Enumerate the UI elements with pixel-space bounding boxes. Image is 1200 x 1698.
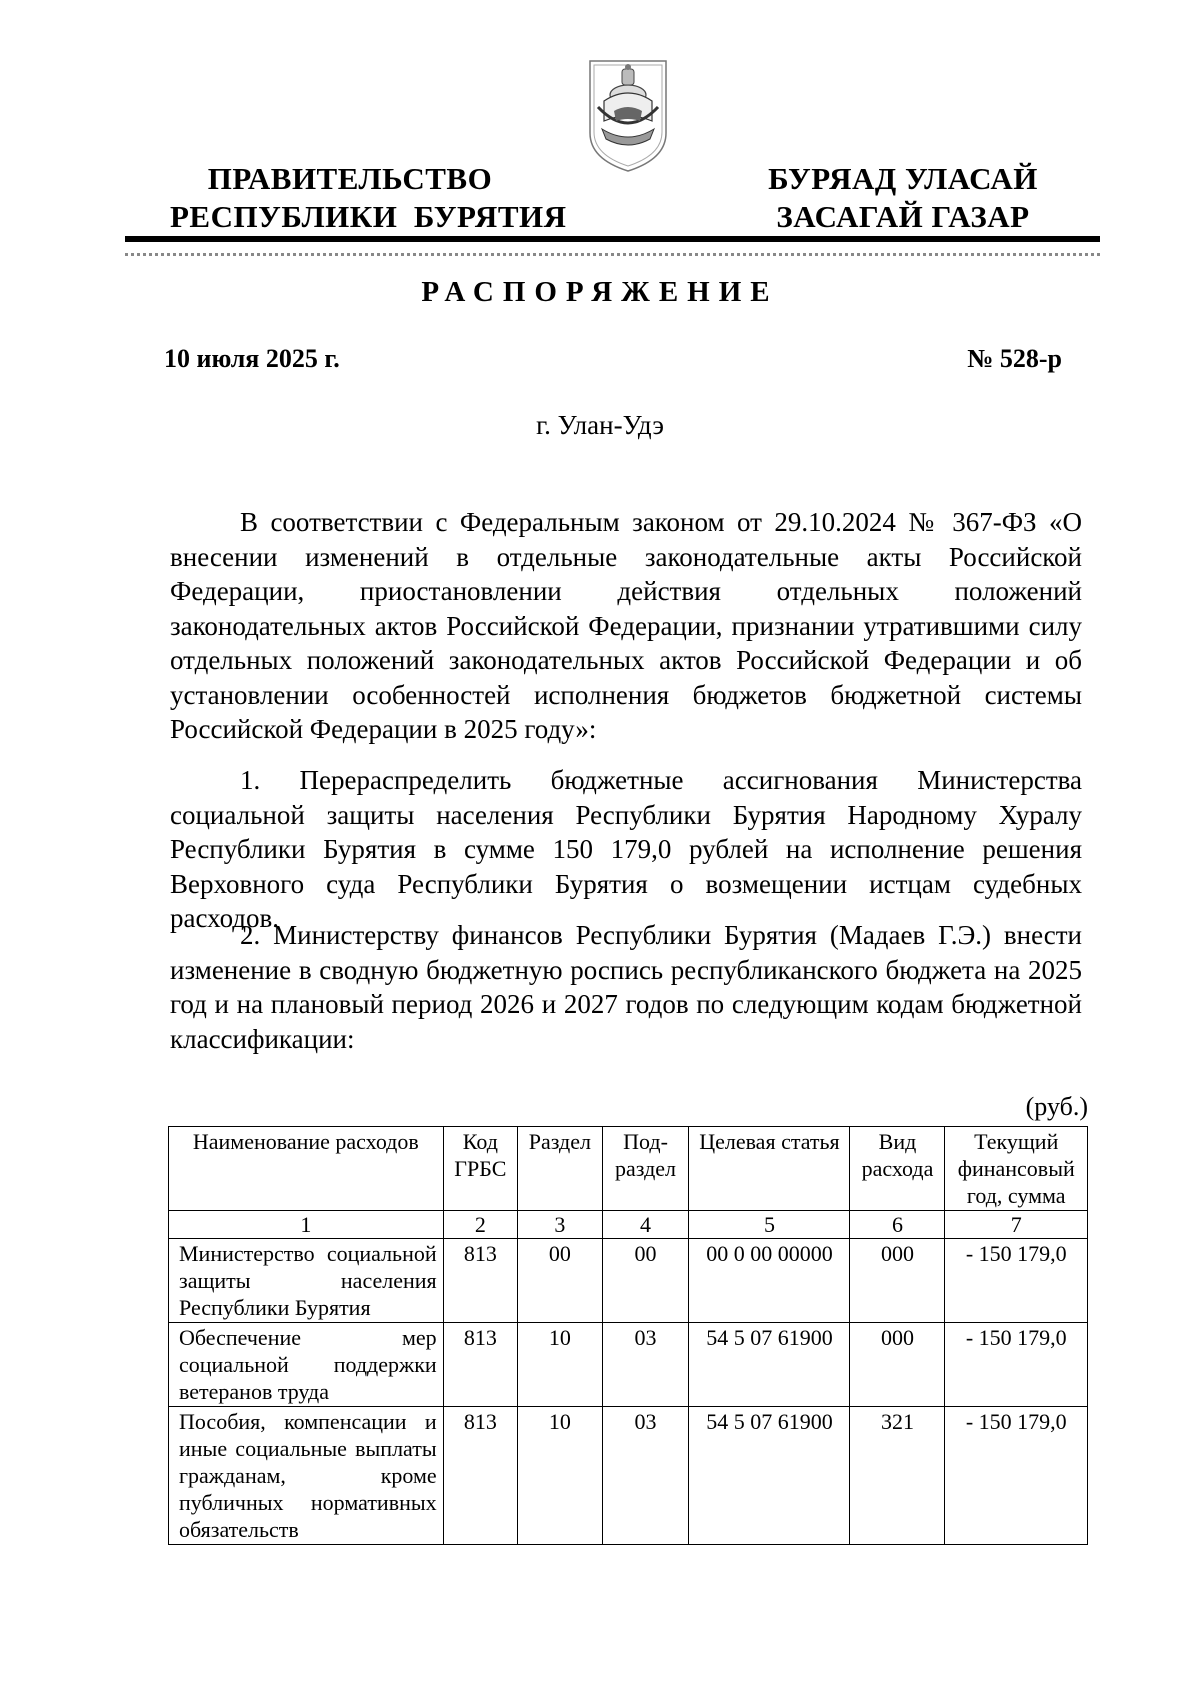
column-number: 3 <box>518 1211 603 1239</box>
row-name: Обеспечение мер социальной поддержки ветеранов труда <box>169 1323 444 1407</box>
issuer-name-buryat <box>748 160 1058 236</box>
header-target: Целевая статья <box>689 1127 850 1211</box>
header-name: Наименование расходов <box>169 1127 444 1211</box>
row-section: 00 <box>518 1239 603 1323</box>
row-expense-type: 000 <box>850 1323 945 1407</box>
document-title: РАСПОРЯЖЕНИЕ <box>421 276 779 308</box>
table-header-row <box>169 1127 1088 1211</box>
row-target: 54 5 07 61900 <box>689 1323 850 1407</box>
issuer-buryat-line-1: БУРЯАД УЛАСАЙ <box>768 161 1038 196</box>
table-row <box>169 1323 1088 1407</box>
row-grbs: 813 <box>443 1239 517 1323</box>
row-amount: - 150 179,0 <box>945 1407 1088 1545</box>
issuer-line-1: ПРАВИТЕЛЬСТВО <box>207 161 493 196</box>
issuer-buryat-line-2: ЗАСАГАЙ ГАЗАР <box>776 199 1030 234</box>
row-target: 00 0 00 00000 <box>689 1239 850 1323</box>
column-number: 1 <box>169 1211 444 1239</box>
column-number: 2 <box>443 1211 517 1239</box>
row-section: 10 <box>518 1323 603 1407</box>
header-expense-type: Вид расхода <box>850 1127 945 1211</box>
row-grbs: 813 <box>443 1323 517 1407</box>
row-grbs: 813 <box>443 1407 517 1545</box>
header-section: Раздел <box>518 1127 603 1211</box>
row-subsection: 00 <box>602 1239 689 1323</box>
header-divider-thick <box>125 236 1100 242</box>
issuer-line-2: РЕСПУБЛИКИ БУРЯТИЯ <box>170 199 567 234</box>
document-number: № 528-р <box>967 344 1062 373</box>
header-subsection: Под- раздел <box>602 1127 689 1211</box>
document-city: г. Улан-Удэ <box>536 410 664 440</box>
table-row <box>169 1407 1088 1545</box>
table-row <box>169 1239 1088 1323</box>
row-section: 10 <box>518 1407 603 1545</box>
coat-of-arms-emblem <box>586 55 670 175</box>
item-2-paragraph: 2. Министерству финансов Республики Бурятия (Мадаев Г.Э.) внести изменение в сводную бюджетную роспись республиканского бюджета на 2025 год и на плановый период 2026 и 2027 годов по следующим кодам бюджетной классификации: <box>170 920 1082 1054</box>
column-number: 6 <box>850 1211 945 1239</box>
row-subsection: 03 <box>602 1323 689 1407</box>
preamble-paragraph: В соответствии с Федеральным законом от 29.10.2024 № 367-ФЗ «О внесении изменений в отдельные законодательные акты Российской Федерации, приостановлении действия отдельных положений законодательных актов Российской Федерации, признании утратившими силу отдельных положений законодательных актов Российской Федерации и об установлении особенностей исполнения бюджетов бюджетной системы Российской Федерации в 2025 году»: <box>170 507 1082 744</box>
budget-classification-table <box>168 1126 1088 1545</box>
column-number: 7 <box>945 1211 1088 1239</box>
row-subsection: 03 <box>602 1407 689 1545</box>
row-target: 54 5 07 61900 <box>689 1407 850 1545</box>
row-expense-type: 321 <box>850 1407 945 1545</box>
column-number-row <box>169 1211 1088 1239</box>
row-name: Министерство социальной защиты населения Республики Бурятия <box>169 1239 444 1323</box>
row-expense-type: 000 <box>850 1239 945 1323</box>
item-1-paragraph: 1. Перераспределить бюджетные ассигнования Министерства социальной защиты населения Республики Бурятия Народному Хуралу Республики Бурятия в сумме 150 179,0 рублей на исполнение решения Верховного суда Республики Бурятия о возмещении истцам судебных расходов. <box>170 765 1082 933</box>
column-number: 4 <box>602 1211 689 1239</box>
header-amount: Текущий финансовый год, сумма <box>945 1127 1088 1211</box>
issuer-name-russian <box>170 160 567 236</box>
header-grbs: Код ГРБС <box>443 1127 517 1211</box>
document-date: 10 июля 2025 г. <box>164 344 340 373</box>
column-number: 5 <box>689 1211 850 1239</box>
row-amount: - 150 179,0 <box>945 1239 1088 1323</box>
row-name: Пособия, компенсации и иные социальные выплаты гражданам, кроме публичных нормативных обязательств <box>169 1407 444 1545</box>
currency-unit: (руб.) <box>1025 1092 1088 1121</box>
header-divider-dotted <box>125 253 1100 256</box>
row-amount: - 150 179,0 <box>945 1323 1088 1407</box>
